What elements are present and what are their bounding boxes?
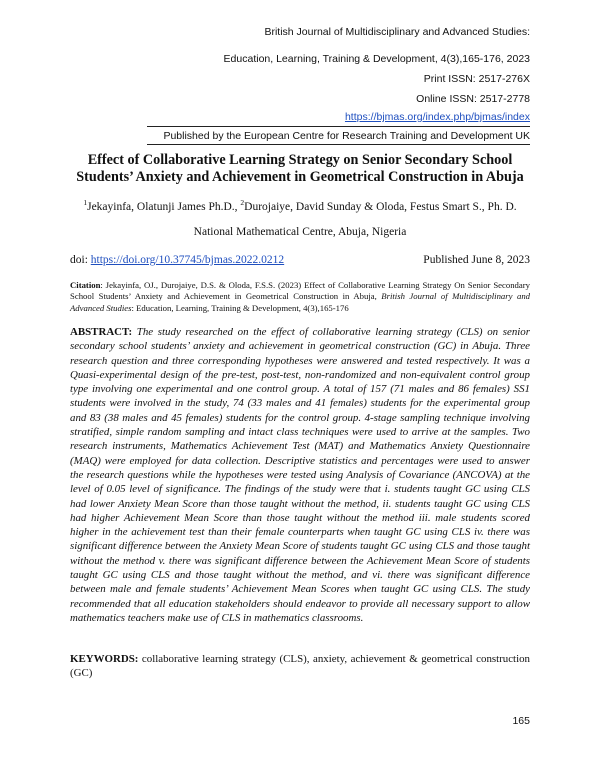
doi-block — [70, 253, 284, 267]
author-2: Durojaiye, David Sunday & Oloda, Festus Smart S., Ph. D. — [244, 200, 517, 213]
print-issn: Print ISSN: 2517-276X — [423, 73, 530, 85]
publisher-line: Published by the European Centre for Research Training and Development UK — [163, 130, 530, 142]
citation-text: : Jekayinfa, OJ., Durojaiye, D.S. & Oloda, F.S.S. (2023) Effect of Collaborative Learning Strategy On Senior Secondary School Students’ Anxiety and Achievement in Geometrical Construction in Abuja, — [70, 280, 530, 302]
abstract — [70, 325, 530, 625]
page-number: 165 — [512, 715, 530, 727]
doi-link[interactable]: https://doi.org/10.37745/bjmas.2022.0212 — [90, 254, 285, 266]
header-rule-bottom — [147, 144, 530, 145]
abstract-label: ABSTRACT: — [70, 326, 133, 338]
affiliation: National Mathematical Centre, Abuja, Nigeria — [193, 226, 407, 238]
journal-issue: Education, Learning, Training & Development, 4(3),165-176, 2023 — [223, 53, 530, 65]
author-sup-2: 2 — [240, 198, 245, 207]
header-rule-top — [147, 126, 530, 127]
author-1: Jekayinfa, Olatunji James Ph.D., — [87, 200, 241, 213]
keywords-text: collaborative learning strategy (CLS), anxiety, achievement & geometrical construction (GC) — [70, 653, 530, 680]
keywords — [70, 652, 530, 681]
journal-name: British Journal of Multidisciplinary and Advanced Studies: — [264, 26, 530, 38]
published-date: Published June 8, 2023 — [423, 254, 530, 266]
citation — [70, 280, 530, 314]
citation-label: Citation — [70, 280, 101, 290]
author-sup-1: 1 — [83, 198, 88, 207]
doi-row — [70, 253, 530, 267]
online-issn: Online ISSN: 2517-2778 — [416, 93, 530, 105]
citation-journal: British Journal of Multidisciplinary and Advanced Studies — [70, 291, 531, 313]
paper-title: Effect of Collaborative Learning Strategy on Senior Secondary School Students’ Anxiety and Achievement in Geometrical Construction in Abuja — [76, 152, 524, 185]
author-list — [70, 196, 530, 214]
doi-label: doi: — [70, 254, 91, 266]
keywords-label: KEYWORDS: — [70, 653, 139, 665]
abstract-text: The study researched on the effect of collaborative learning strategy (CLS) on senior secondary school students’ anxiety and achievement in geometrical construction (GC) in Abuja. Three research question and three corresponding hypotheses were answered and tested respectively. It was a Quasi-experimental design of the pre-test, post-test, non-randomized and non-equivalent control group type involving one experimental and one control group. A total of 157 (71 males and 86 females) SS1 students were involved in the study, 74 (33 males and 41 females) students for the experimental group and 83 (38 males and 45 females) students for the control group. 4-stage sampling technique involving stratified, simple random sampling and intact class techniques were used to arrive at the samples. Two research instruments, Mathematics Achievement Test (MAT) and Mathematics Anxiety Questionnaire (MAQ) were employed for data collection. Descriptive statistics and percentages were used to answer the research questions while the hypotheses were tested using Analysis of Covariance (ANCOVA) at the level of 0.05 level of significance. The findings of the study were that i. students taught GC using CLS had lower Anxiety Mean Score than those taught without the method, ii. students taught GC using CLS had higher Achievement Mean Score than those taught without the method iii. male students scored higher in the achievement test than their female counterparts when taught GC using CLS iv. there was significant difference between the Anxiety Mean Score of students taught GC using CLS and those taught without the method v. there was significant difference between the Achievement Mean Score of students taught GC using CLS and those taught without the method, and vi. there was significant difference between male and female students’ Achievement Mean Scores when taught GC using CLS. The study recommended that all education stakeholders should endeavor to provide all necessary support to allow mathematics teachers make use of CLS in mathematics classrooms. — [70, 326, 530, 624]
citation-tail: : Education, Learning, Training & Development, 4(3),165-176 — [131, 302, 349, 313]
journal-url-link[interactable]: https://bjmas.org/index.php/bjmas/index — [344, 111, 530, 123]
